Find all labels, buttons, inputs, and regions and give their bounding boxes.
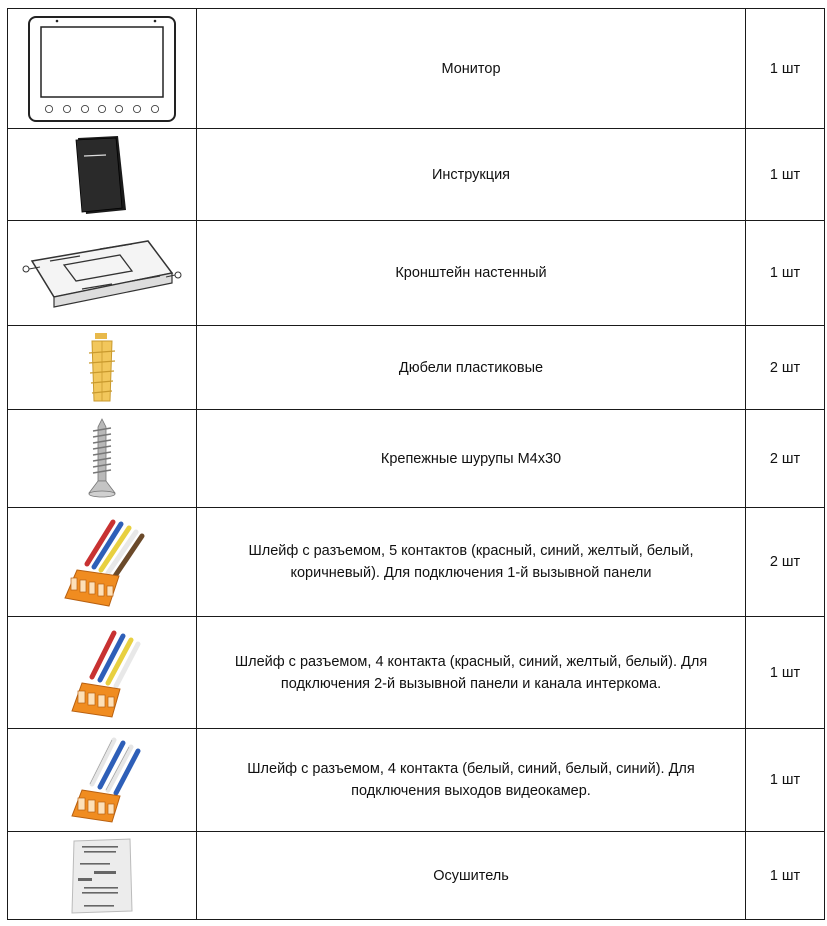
item-quantity: 1 шт	[746, 617, 825, 729]
item-quantity: 1 шт	[746, 729, 825, 832]
monitor-icon	[27, 15, 177, 123]
cable-4pin-video-icon	[60, 734, 144, 826]
manual-booklet-icon	[72, 134, 132, 216]
item-name: Шлейф с разъемом, 4 контакта (белый, синий, белый, синий). Для подключения выходов видеокамер.	[197, 729, 746, 832]
cable-4pin-icon	[60, 625, 144, 721]
package-contents-table	[7, 8, 825, 920]
table-row	[8, 617, 825, 729]
table-row	[8, 9, 825, 129]
table-row	[8, 410, 825, 508]
item-quantity: 1 шт	[746, 9, 825, 129]
item-name: Шлейф с разъемом, 5 контактов (красный, синий, желтый, белый, коричневый). Для подключения 1-й вызывной панели	[197, 508, 746, 617]
item-quantity: 1 шт	[746, 129, 825, 221]
item-name: Шлейф с разъемом, 4 контакта (красный, синий, желтый, белый). Для подключения 2-й вызывной панели и канала интеркома.	[197, 617, 746, 729]
item-name: Осушитель	[197, 832, 746, 920]
table-row	[8, 832, 825, 920]
item-name: Инструкция	[197, 129, 746, 221]
wall-bracket-icon	[20, 231, 184, 315]
table-row	[8, 508, 825, 617]
item-name: Монитор	[197, 9, 746, 129]
item-name: Крепежные шурупы М4х30	[197, 410, 746, 508]
item-quantity: 1 шт	[746, 832, 825, 920]
table-row	[8, 729, 825, 832]
table-row	[8, 221, 825, 326]
table-row	[8, 326, 825, 410]
silica-gel-packet-icon	[70, 837, 134, 915]
table-row	[8, 129, 825, 221]
item-quantity: 2 шт	[746, 508, 825, 617]
item-quantity: 2 шт	[746, 410, 825, 508]
cable-5pin-icon	[57, 514, 147, 610]
item-name: Дюбели пластиковые	[197, 326, 746, 410]
item-quantity: 2 шт	[746, 326, 825, 410]
item-name: Кронштейн настенный	[197, 221, 746, 326]
screw-icon	[87, 417, 117, 501]
plastic-dowel-icon	[82, 331, 122, 405]
item-quantity: 1 шт	[746, 221, 825, 326]
